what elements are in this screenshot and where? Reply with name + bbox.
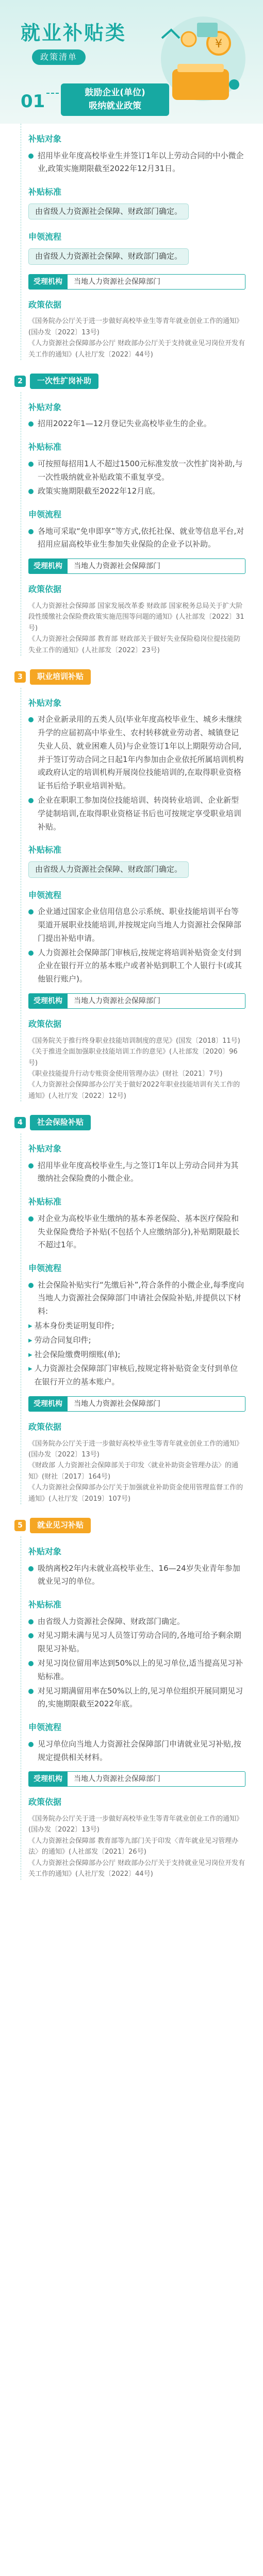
section-title: 一次性扩岗补助 — [30, 374, 98, 389]
list-item — [28, 905, 245, 945]
standard-item: 对见习期满留用率在50%以上的,见习单位组织开展同期见习的,实施期限截至2022年底。 — [38, 1686, 243, 1709]
label-apply: 申领流程 — [28, 510, 62, 520]
list-item — [28, 1212, 245, 1252]
section-4 — [21, 1133, 245, 1504]
label-standard: 补贴标准 — [28, 845, 62, 855]
content — [0, 124, 263, 1880]
apply-item: 劳动合同复印件; — [34, 1335, 91, 1345]
dashed-connector — [46, 93, 59, 94]
apply-text: 企业通过国家企业信用信息公示系统、职业技能培训平台等渠道开展职业技能培训,并按规定向当地人力资源社会保障部门提出补贴申请。 — [38, 907, 241, 943]
org-tag: 受理机构 — [28, 993, 68, 1009]
section-title: 就业见习补贴 — [30, 1518, 91, 1533]
apply-text: 人力资源社会保障部门审核后,按规定将培训补贴资金支付到企业在银行开立的基本账户或者补贴到职工个人银行卡(或其他银行账户)。 — [38, 947, 242, 984]
section-icon: 2 — [14, 376, 26, 387]
bullet-dot-icon — [28, 489, 34, 494]
apply-item: 社会保险缴费明细账(单); — [34, 1349, 121, 1359]
standard-item: 对见习期未满与见习人员签订劳动合同的,各地可给予剩余期限见习补贴。 — [38, 1631, 241, 1654]
org-tag: 受理机构 — [28, 1771, 68, 1787]
standard-item: 由省级人力资源社会保障、财政部门确定。 — [38, 1616, 185, 1626]
org-tag: 受理机构 — [28, 274, 68, 290]
apply-text: 见习单位向当地人力资源社会保障部门申请就业见习补贴,按规定提供相关材料。 — [38, 1739, 241, 1762]
standard-item: 可按照每招用1人不超过1500元标准发放一次性扩岗补助,与一次性吸纳就业补贴政策不重复享受。 — [38, 459, 243, 482]
section-number: 01 — [21, 91, 45, 112]
section-title: 社会保险补贴 — [30, 1115, 91, 1130]
section-icon: 4 — [14, 1117, 26, 1128]
label-policy: 政策依据 — [28, 1422, 62, 1432]
label-policy: 政策依据 — [28, 1019, 62, 1029]
subsidy-target-text: 招用毕业年度高校毕业生并签订1年以上劳动合同的中小微企业,政策实施期限截至2022年12月31日。 — [38, 150, 244, 174]
org-text: 当地人力资源社会保障部门 — [68, 1396, 245, 1412]
policy-text: 《国务院办公厅关于进一步做好高校毕业生等青年就业创业工作的通知》(国办发〔2022〕13号) 《财政部 人力资源社会保障部关于印发〈就业补助资金管理办法〉的通知》(财社〔2017〕164号) 《人力资源社会保障部办公厅关于加强就业补助资金使用管理监督工作的通知》(人社厅发〔2019〕107号) — [28, 1439, 243, 1503]
org-tag: 受理机构 — [28, 1396, 68, 1412]
label-apply: 申领流程 — [28, 232, 62, 242]
extra-text: 企业在职职工参加岗位技能培训、转岗转业培训、企业新型学徒制培训,在取得职业资格证书后也可按规定享受职业培训补贴。 — [38, 795, 241, 832]
apply-pill: 由省级人力资源社会保障、财政部门确定。 — [28, 248, 189, 265]
bullet-dot-icon — [28, 1619, 34, 1624]
policy-text: 《人力资源社会保障部 国家发展改革委 财政部 国家税务总局关于扩大阶段性缓缴社会保险费政策实施范围等问题的通知》(人社部发〔2022〕31号) 《人力资源社会保障部 教育部 财政部关于做好失业保险稳岗位提技能防失业工作的通知》(人社部发〔2022〕23号) — [28, 602, 244, 654]
list-item — [28, 1319, 245, 1333]
label-standard: 补贴标准 — [28, 1600, 62, 1610]
apply-item: 人力资源社会保障部门审核后,按规定将补贴资金支付到单位在银行开立的基本账户。 — [34, 1364, 238, 1387]
bullet-dot-icon — [28, 462, 34, 467]
section-title: 职业培训补贴 — [30, 669, 91, 685]
org-row — [28, 1396, 245, 1412]
arrow-icon: ▸ — [28, 1364, 32, 1374]
section-1 — [21, 124, 245, 360]
label-apply: 申领流程 — [28, 1722, 62, 1733]
hero-header — [0, 0, 263, 124]
list-item — [28, 1738, 245, 1765]
list-item — [28, 149, 245, 176]
list-item — [28, 1362, 245, 1389]
page-title: 就业补贴类 — [21, 22, 127, 44]
list-item — [28, 1615, 245, 1629]
standard-item: 政策实施期限截至2022年12月底。 — [38, 486, 160, 496]
list-item — [28, 1629, 245, 1656]
section-badge — [61, 83, 169, 116]
label-target: 补贴对象 — [28, 1144, 62, 1154]
org-row — [28, 993, 245, 1009]
label-subsidy-target: 补贴对象 — [28, 134, 62, 144]
org-row — [28, 558, 245, 574]
policy-text: 《国务院办公厅关于进一步做好高校毕业生等青年就业创业工作的通知》(国办发〔2022〕13号) 《人力资源社会保障部 教育部等九部门关于印发〈青年就业见习管理办法〉的通知》(人社部发〔2021〕26号) 《人力资源社会保障部办公厅 财政部办公厅关于支持就业见习岗位开发有关工作的通知》(人社厅发〔2022〕44号) — [28, 1815, 245, 1878]
apply-text: 社会保险补贴实行“先缴后补”,符合条件的小微企业,每季度向当地人力资源社会保障部门申请社会保险补贴,并提供以下材料: — [38, 1280, 244, 1316]
bullet-dot-icon — [28, 529, 34, 534]
apply-text: 各地可采取“免申即享”等方式,依托社保、就业等信息平台,对招用应届高校毕业生参加失业保险的企业予以补助。 — [38, 526, 244, 549]
label-apply: 申领流程 — [28, 1263, 62, 1274]
section-header-2 — [14, 374, 245, 389]
bullet-dot-icon — [28, 1566, 34, 1571]
org-tag: 受理机构 — [28, 558, 68, 574]
badge-line-1: 鼓励企业(单位) — [85, 88, 145, 98]
label-target: 补贴对象 — [28, 1547, 62, 1557]
section-5 — [21, 1536, 245, 1880]
org-text: 当地人力资源社会保障部门 — [68, 274, 245, 290]
list-item — [28, 794, 245, 834]
label-policy: 政策依据 — [28, 584, 62, 595]
arrow-icon: ▸ — [28, 1349, 32, 1359]
label-policy: 政策依据 — [28, 1797, 62, 1807]
list-item — [28, 485, 245, 498]
section-3 — [21, 688, 245, 1102]
label-standard: 补贴标准 — [28, 187, 62, 197]
bullet-dot-icon — [28, 1216, 34, 1222]
target-text: 招用毕业年度高校毕业生,与之签订1年以上劳动合同并为其缴纳社会保险费的小微企业。 — [38, 1160, 239, 1183]
bullet-dot-icon — [28, 798, 34, 803]
target-text: 吸纳离校2年内未就业高校毕业生、16—24岁失业青年参加就业见习的单位。 — [38, 1563, 240, 1586]
bullet-dot-icon — [28, 154, 34, 159]
label-standard: 补贴标准 — [28, 442, 62, 452]
list-item — [28, 1279, 245, 1318]
org-row — [28, 274, 245, 290]
label-target: 补贴对象 — [28, 698, 62, 708]
label-standard: 补贴标准 — [28, 1197, 62, 1207]
org-text: 当地人力资源社会保障部门 — [68, 993, 245, 1009]
org-text: 当地人力资源社会保障部门 — [68, 558, 245, 574]
standard-pill: 由省级人力资源社会保障、财政部门确定。 — [28, 204, 189, 220]
svg-text:¥: ¥ — [215, 38, 222, 50]
section-icon: 3 — [14, 671, 26, 683]
list-item — [28, 946, 245, 986]
bullet-dot-icon — [28, 951, 34, 956]
section-icon: 5 — [14, 1520, 26, 1531]
section-2 — [21, 392, 245, 656]
list-item — [28, 457, 245, 484]
bullet-dot-icon — [28, 1742, 34, 1747]
list-item — [28, 1348, 245, 1362]
target-text: 招用2022年1—12月登记失业高校毕业生的企业。 — [38, 419, 211, 429]
bullet-dot-icon — [28, 717, 34, 722]
standard-text: 对企业为高校毕业生缴纳的基本养老保险、基本医疗保险和失业保险费给予补贴(不包括个人应缴纳部分),补贴期限最长不超过1年。 — [38, 1213, 240, 1250]
label-apply: 申领流程 — [28, 890, 62, 900]
label-policy: 政策依据 — [28, 299, 62, 310]
badge-line-2: 吸纳就业政策 — [89, 100, 141, 111]
bullet-dot-icon — [28, 909, 34, 914]
list-item — [28, 1657, 245, 1684]
section-header-3 — [14, 669, 245, 685]
section-header-5 — [14, 1518, 245, 1533]
org-row — [28, 1771, 245, 1787]
bullet-dot-icon — [28, 1689, 34, 1694]
label-target: 补贴对象 — [28, 402, 62, 412]
arrow-icon: ▸ — [28, 1335, 32, 1345]
list-item — [28, 1685, 245, 1711]
list-item — [28, 713, 245, 793]
list-item — [28, 1334, 245, 1347]
list-item — [28, 525, 245, 552]
page-subtitle: 政策清单 — [32, 49, 86, 65]
bullet-dot-icon — [28, 1661, 34, 1666]
bullet-dot-icon — [28, 1283, 34, 1288]
bullet-dot-icon — [28, 421, 34, 427]
section-header-4 — [14, 1115, 245, 1130]
standard-pill: 由省级人力资源社会保障、财政部门确定。 — [28, 861, 189, 878]
bullet-dot-icon — [28, 1163, 34, 1168]
bullet-dot-icon — [28, 1633, 34, 1638]
target-text: 对企业新录用的五类人员(毕业年度高校毕业生、城乡未继续升学的应届初高中毕业生、农村转移就业劳动者、城镇登记失业人员、就业困难人员)与企业签订1年以上期限劳动合同,并于签订劳动合同之日起1年内参加由企业依托所属培训机构或政府认定的培训机构开展岗位技能培训的,在取得职业资格证书后给予职业培训补贴。 — [38, 715, 244, 791]
apply-item: 基本身份类证明复印件; — [34, 1321, 114, 1331]
standard-item: 对见习岗位留用率达到50%以上的见习单位,适当提高见习补贴标准。 — [38, 1658, 243, 1681]
org-text: 当地人力资源社会保障部门 — [68, 1771, 245, 1787]
policy-text: 《国务院办公厅关于进一步做好高校毕业生等青年就业创业工作的通知》(国办发〔2022〕13号) 《人力资源社会保障部办公厅 财政部办公厅关于支持就业见习岗位开发有关工作的通知》(人社厅发〔2022〕44号) — [28, 317, 245, 359]
list-item — [28, 417, 245, 431]
list-item — [28, 1562, 245, 1589]
policy-text: 《国务院关于推行终身职业技能培训制度的意见》(国发〔2018〕11号) 《关于推进全面加强职业技能培训工作的意见》(人社部发〔2020〕96号) 《职业技能提升行动专账资金使用管理办法》(财社〔2021〕7号) 《人力资源社会保障部办公厅关于做好2022年职业技能培训有关工作的通知》(人社厅发〔2022〕12号) — [28, 1037, 240, 1100]
arrow-icon: ▸ — [28, 1321, 32, 1331]
list-item — [28, 1159, 245, 1186]
